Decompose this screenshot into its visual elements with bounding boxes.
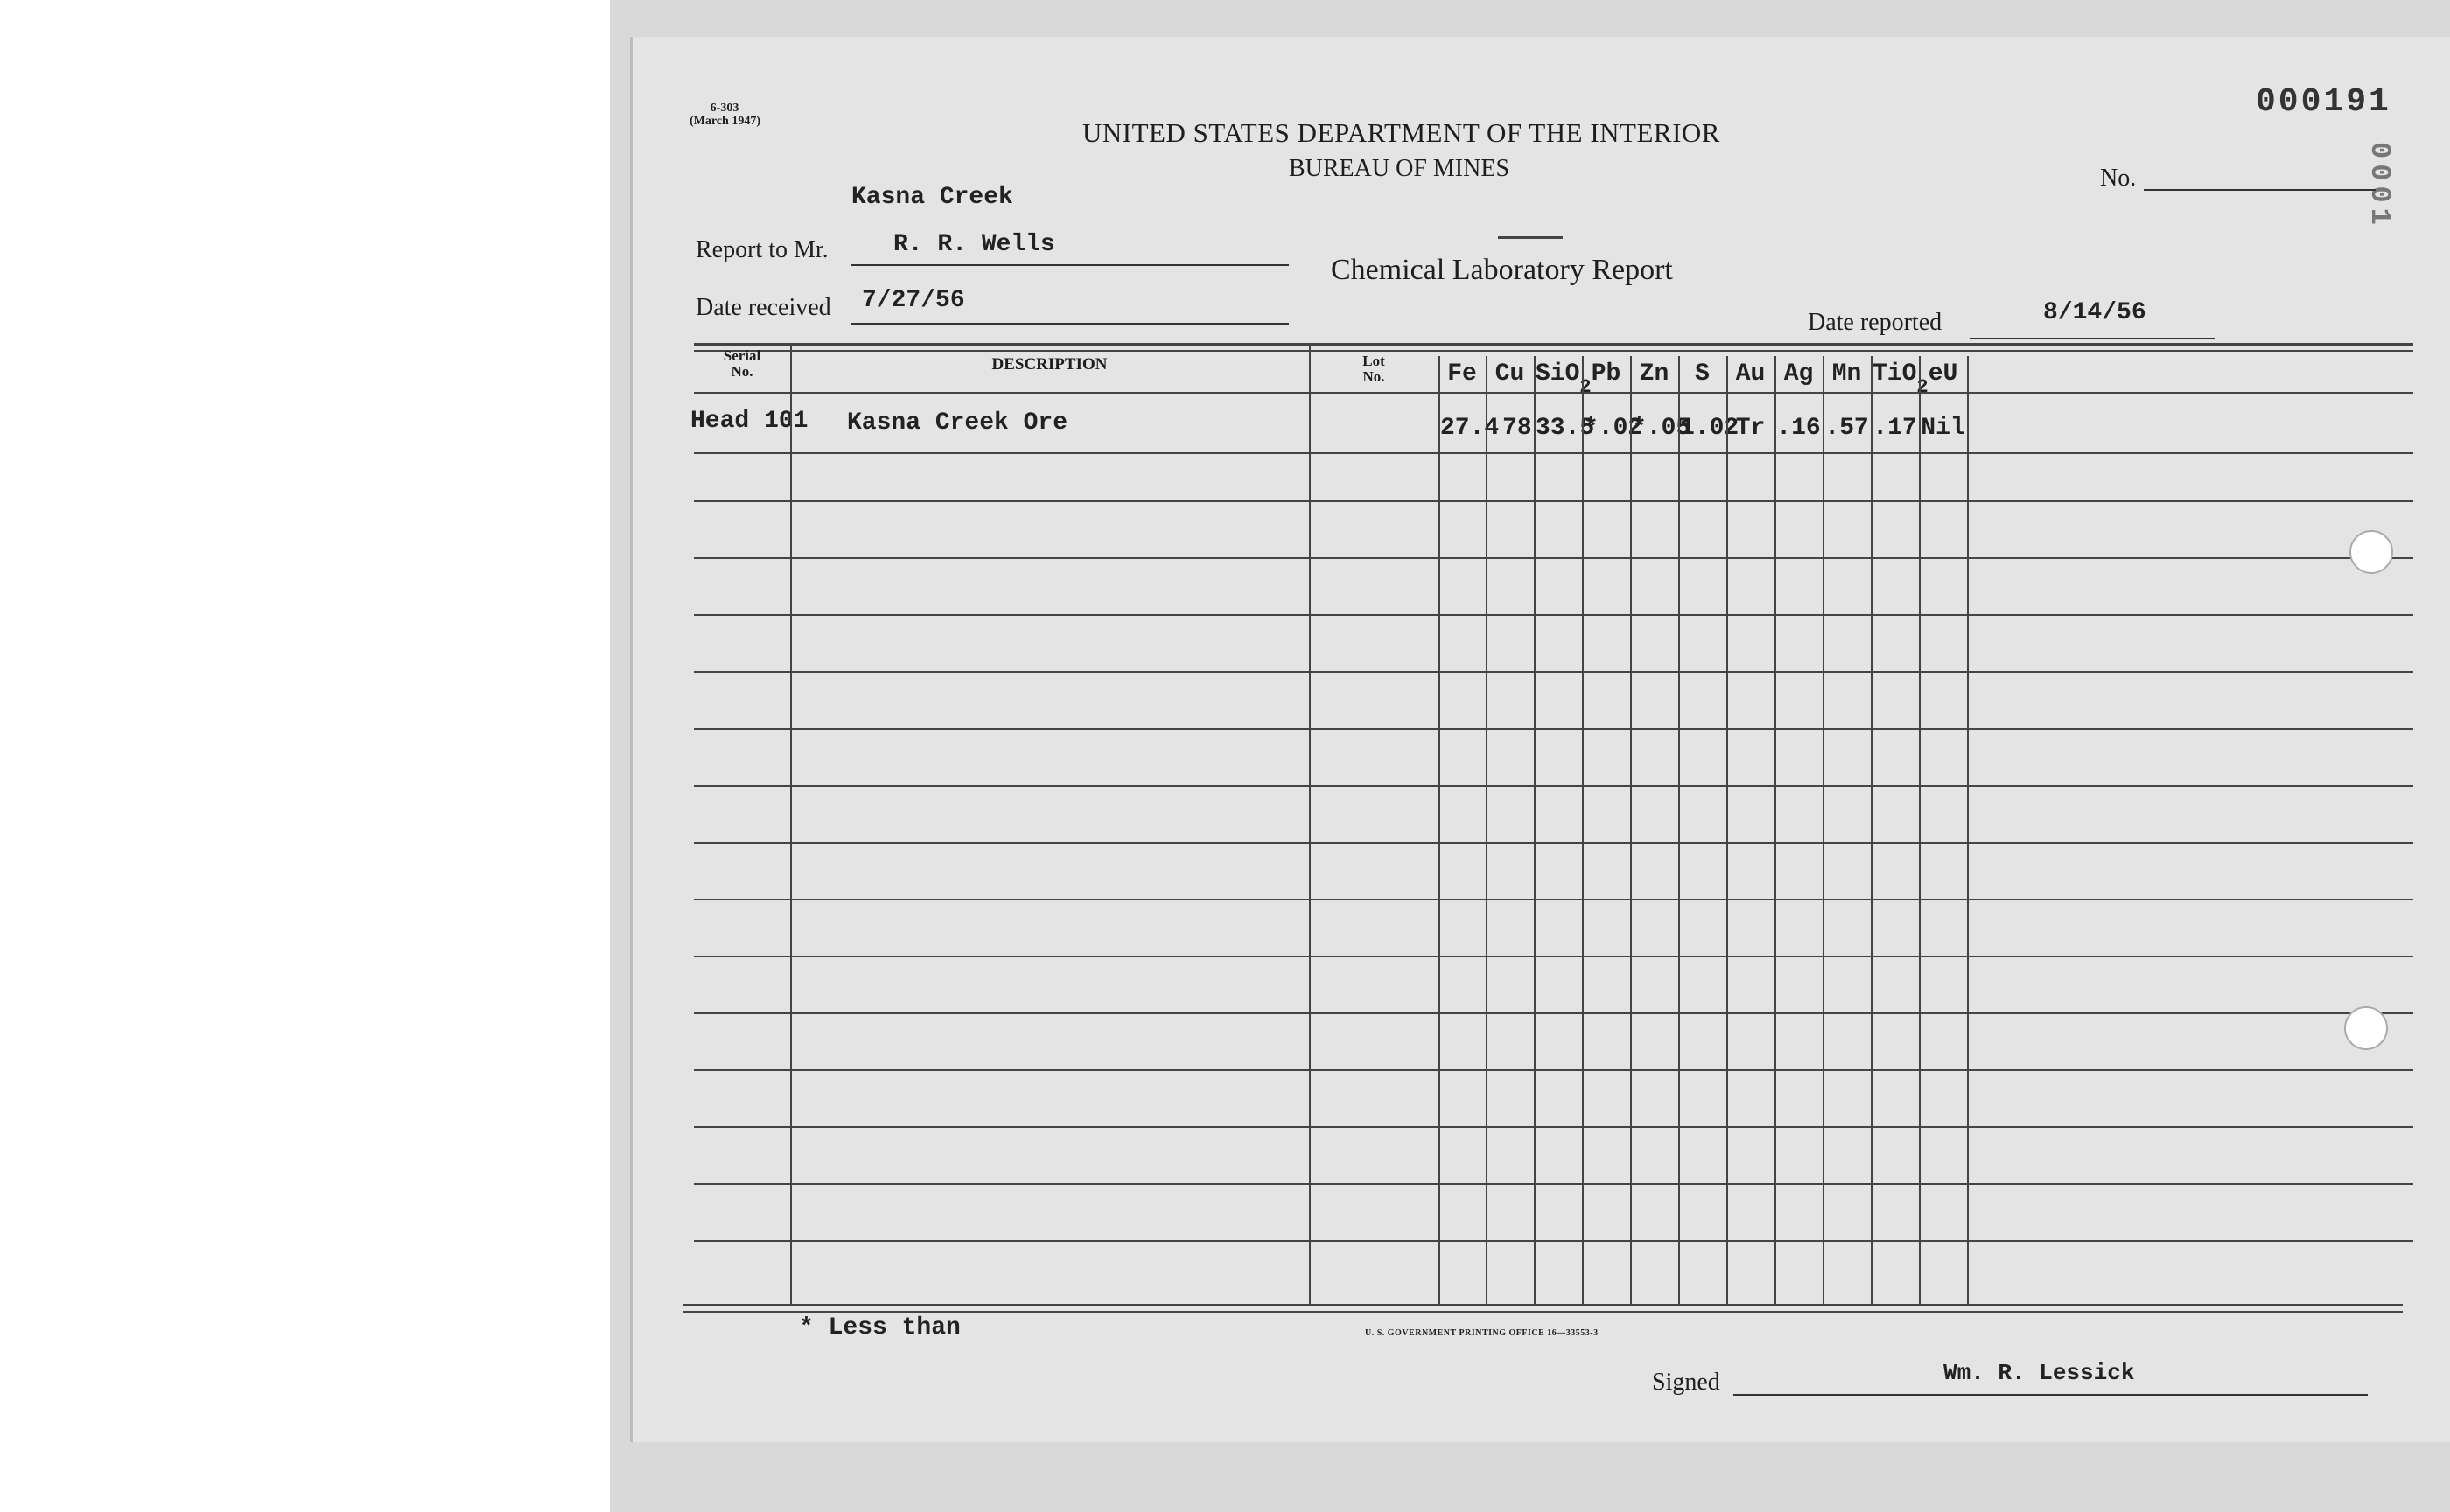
report-to-line bbox=[851, 264, 1289, 266]
printer-note: U. S. GOVERNMENT PRINTING OFFICE 16—33553-3 bbox=[1365, 1328, 1599, 1338]
column-header-tio bbox=[1872, 360, 1928, 398]
column-header-symbol: SiO bbox=[1536, 360, 1580, 388]
column-divider bbox=[1486, 356, 1488, 1304]
column-header-zn bbox=[1632, 360, 1676, 388]
cell-zn: *.05 bbox=[1632, 415, 1691, 442]
cell-s: 1.02 bbox=[1680, 415, 1740, 442]
row-rule bbox=[694, 899, 2413, 900]
agency-title: UNITED STATES DEPARTMENT OF THE INTERIOR bbox=[1082, 117, 1720, 148]
column-header-pb bbox=[1584, 360, 1628, 388]
signature-value: Wm. R. Lessick bbox=[1943, 1360, 2135, 1386]
punch-hole-lower bbox=[2344, 1006, 2388, 1050]
column-header-s bbox=[1680, 360, 1725, 388]
column-header-symbol: Cu bbox=[1494, 360, 1525, 388]
column-divider bbox=[1967, 356, 1969, 1304]
column-header-mn bbox=[1824, 360, 1869, 388]
date-reported-value: 8/14/56 bbox=[2043, 299, 2146, 326]
column-divider bbox=[790, 343, 792, 1304]
date-received-label: Date received bbox=[696, 294, 831, 321]
number-label: No. bbox=[2100, 164, 2137, 192]
lot-header-line-1: Lot bbox=[1362, 353, 1385, 369]
row-serial: Head 101 bbox=[690, 408, 808, 435]
row-rule bbox=[694, 671, 2413, 673]
column-header-symbol: Fe bbox=[1447, 360, 1477, 388]
column-header-symbol: Ag bbox=[1783, 360, 1814, 388]
date-received-line bbox=[851, 323, 1289, 325]
row-rule bbox=[694, 614, 2413, 616]
column-header-subscript: 2 bbox=[1916, 376, 1928, 398]
table-bottom-rule-2 bbox=[683, 1311, 2403, 1312]
row-rule bbox=[694, 842, 2413, 844]
title-rule bbox=[1498, 236, 1563, 239]
form-revision-date: (March 1947) bbox=[690, 115, 760, 128]
serial-header bbox=[694, 348, 790, 380]
column-header-symbol: eU bbox=[1928, 360, 1958, 388]
project-name: Kasna Creek bbox=[851, 184, 1013, 211]
signed-label: Signed bbox=[1652, 1368, 1720, 1396]
row-rule bbox=[694, 956, 2413, 957]
column-divider bbox=[1309, 343, 1311, 1304]
column-header-symbol: Pb bbox=[1591, 360, 1621, 388]
column-header-ag bbox=[1776, 360, 1821, 388]
row-rule bbox=[694, 1012, 2413, 1014]
signature-line bbox=[1733, 1394, 2368, 1396]
column-divider bbox=[1726, 356, 1728, 1304]
cell-cu: .78 bbox=[1488, 415, 1532, 442]
column-header-au bbox=[1728, 360, 1773, 388]
number-line bbox=[2144, 189, 2376, 191]
column-divider bbox=[1774, 356, 1776, 1304]
page-number-stamp: 000191 bbox=[2256, 83, 2391, 121]
vertical-number-stamp: 0001 bbox=[2363, 142, 2396, 230]
column-divider bbox=[1871, 356, 1872, 1304]
column-header-cu bbox=[1488, 360, 1532, 388]
column-divider bbox=[1823, 356, 1824, 1304]
column-header-subscript: 2 bbox=[1579, 376, 1592, 398]
column-header-fe bbox=[1440, 360, 1484, 388]
column-header-eu bbox=[1921, 360, 1965, 388]
serial-header-line-2: No. bbox=[731, 363, 753, 380]
cell-pb: *.02 bbox=[1584, 415, 1643, 442]
row-rule bbox=[694, 500, 2413, 502]
column-header-symbol: Zn bbox=[1639, 360, 1670, 388]
lot-header bbox=[1309, 354, 1438, 385]
row-rule bbox=[694, 1240, 2413, 1242]
table-top-rule bbox=[694, 343, 2413, 346]
column-divider bbox=[1534, 356, 1536, 1304]
cell-tio: .17 bbox=[1872, 415, 1917, 442]
column-header-symbol: Au bbox=[1735, 360, 1766, 388]
report-sheet bbox=[633, 37, 2450, 1442]
column-divider bbox=[1678, 356, 1680, 1304]
row-rule bbox=[694, 557, 2413, 559]
punch-hole-upper bbox=[2349, 530, 2393, 574]
column-header-symbol: Mn bbox=[1831, 360, 1862, 388]
column-header-symbol: S bbox=[1695, 360, 1710, 388]
date-received-value: 7/27/56 bbox=[862, 287, 965, 314]
column-header-symbol: TiO bbox=[1872, 360, 1917, 388]
bureau-title: BUREAU OF MINES bbox=[1288, 155, 1510, 182]
lot-header-line-2: No. bbox=[1362, 368, 1385, 385]
cell-eu: Nil bbox=[1921, 415, 1965, 442]
table-top-rule-2 bbox=[694, 350, 2413, 352]
date-reported-line bbox=[1970, 338, 2215, 340]
column-divider bbox=[1438, 356, 1440, 1304]
row-rule bbox=[694, 1069, 2413, 1071]
column-header-sio bbox=[1536, 360, 1592, 398]
column-divider bbox=[1630, 356, 1632, 1304]
report-to-label: Report to Mr. bbox=[696, 236, 829, 263]
footnote: * Less than bbox=[799, 1314, 961, 1341]
report-title: Chemical Laboratory Report bbox=[1331, 254, 1673, 286]
serial-header-line-1: Serial bbox=[723, 347, 761, 364]
cell-ag: .16 bbox=[1776, 415, 1821, 442]
description-header: DESCRIPTION bbox=[991, 355, 1108, 374]
cell-fe: 27.4 bbox=[1440, 415, 1500, 442]
column-divider bbox=[1582, 356, 1584, 1304]
row-rule bbox=[694, 728, 2413, 730]
cell-sio: 33.5 bbox=[1536, 415, 1595, 442]
header-bottom-rule bbox=[694, 392, 2413, 394]
row-rule bbox=[694, 1183, 2413, 1185]
cell-au: Tr bbox=[1735, 415, 1766, 442]
row-rule bbox=[694, 1126, 2413, 1128]
row-description: Kasna Creek Ore bbox=[847, 410, 1068, 437]
row-rule bbox=[694, 452, 2413, 454]
row-rule bbox=[694, 785, 2413, 787]
date-reported-label: Date reported bbox=[1808, 309, 1942, 336]
table-bottom-rule bbox=[683, 1304, 2403, 1306]
cell-mn: .57 bbox=[1824, 415, 1869, 442]
column-divider bbox=[1919, 356, 1921, 1304]
report-to-value: R. R. Wells bbox=[893, 231, 1055, 258]
form-number-code: 6-303 bbox=[710, 102, 739, 115]
